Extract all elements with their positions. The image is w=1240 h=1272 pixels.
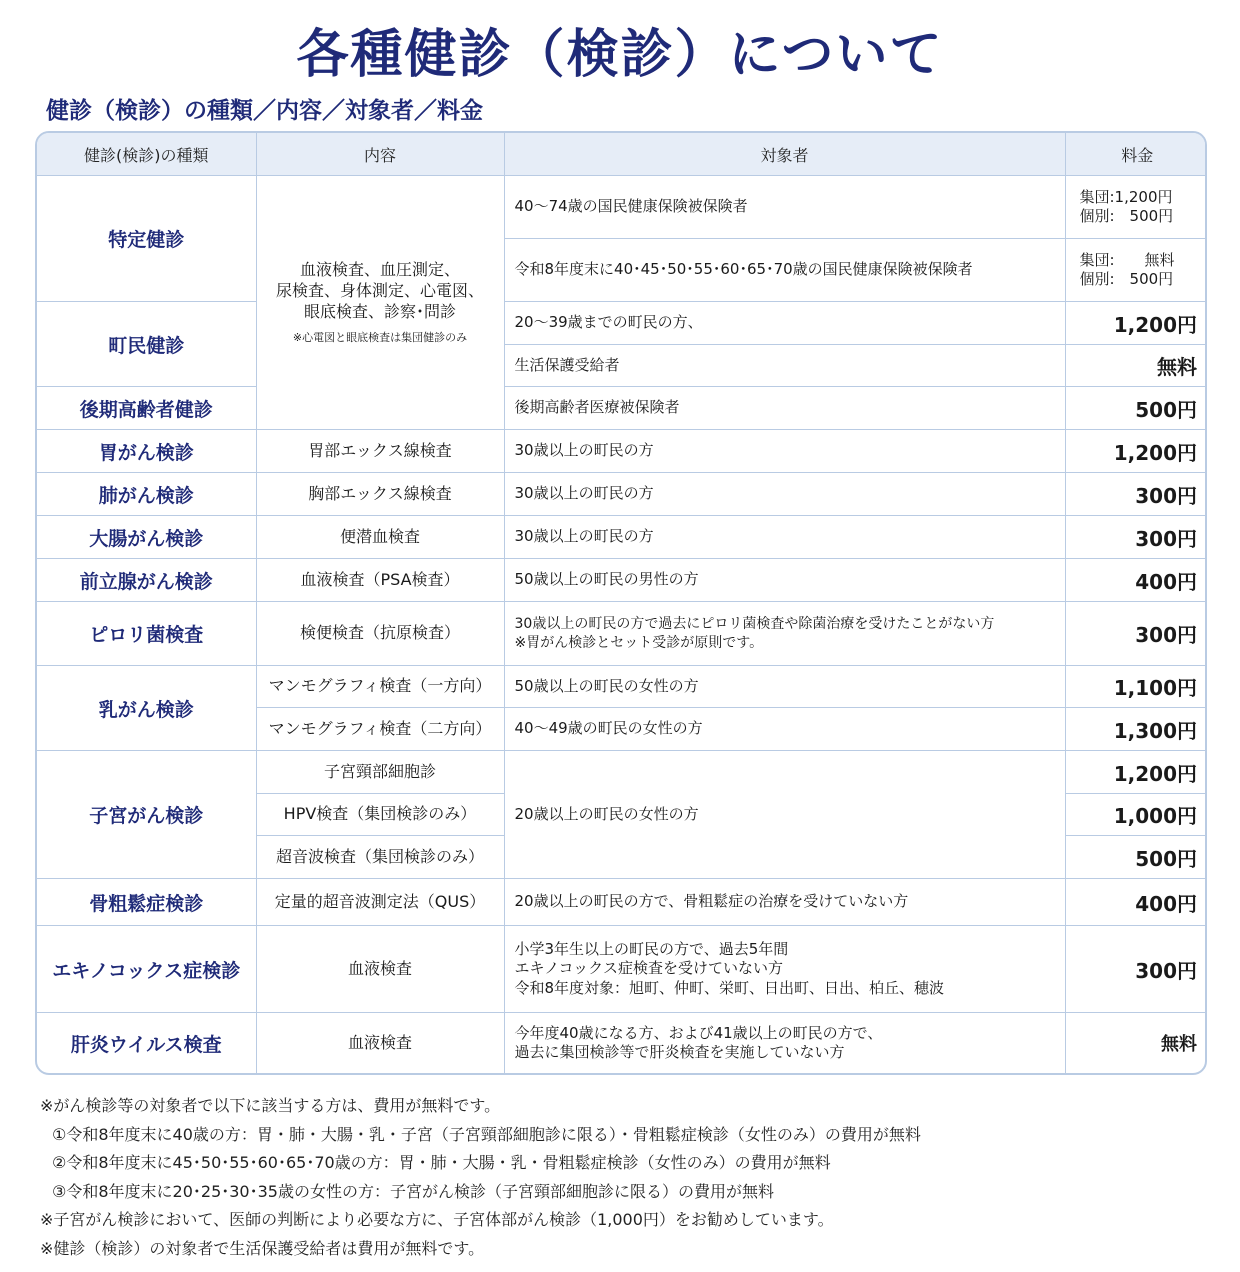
target-cell: 20歳以上の町民の女性の方	[504, 751, 1065, 879]
fee-cell	[1065, 239, 1207, 302]
content-basic-checkup	[256, 176, 504, 430]
fee-individual: 個別: 500円	[1079, 207, 1174, 225]
target-cell: 30歳以上の町民の方	[504, 430, 1065, 473]
target-cell: 20～39歳までの町民の方、	[504, 302, 1065, 345]
table-row	[37, 666, 1207, 708]
content-note: ※心電図と眼底検査は集団健診のみ	[292, 330, 468, 344]
fee-cell: 無料	[1065, 1013, 1207, 1074]
content-cell: 検便検査（抗原検査）	[256, 602, 504, 666]
type-cell: ピロリ菌検査	[37, 602, 256, 666]
table-row	[37, 516, 1207, 559]
checkup-table	[37, 133, 1207, 1073]
target-cell: 後期高齢者医療被保険者	[504, 387, 1065, 430]
target-cell	[504, 602, 1065, 666]
type-chomin: 町民健診	[37, 302, 256, 387]
content-cell: 血液検査（PSA検査）	[256, 559, 504, 602]
header-fee: 料金	[1065, 133, 1207, 176]
header-type: 健診(検診)の種類	[37, 133, 256, 176]
footnotes	[40, 1092, 921, 1264]
target-cell: 30歳以上の町民の方	[504, 516, 1065, 559]
checkup-table-frame	[35, 131, 1207, 1075]
type-uterine: 子宮がん検診	[37, 751, 256, 879]
fee-cell: 300円	[1065, 926, 1207, 1013]
type-cell: 骨粗鬆症検診	[37, 879, 256, 926]
content-line: 眼底検査、診察･問診	[303, 301, 456, 321]
target-cell	[504, 1013, 1065, 1074]
fee-cell: 1,200円	[1065, 751, 1207, 794]
fee-individual: 個別: 500円	[1079, 270, 1174, 288]
footnote: ※がん検診等の対象者で以下に該当する方は、費用が無料です。	[40, 1096, 501, 1115]
target-line: ※胃がん検診とセット受診が原則です。	[514, 634, 764, 651]
type-tokutei: 特定健診	[37, 176, 256, 302]
fee-cell: 300円	[1065, 602, 1207, 666]
content-cell: 便潜血検査	[256, 516, 504, 559]
footnote: ※健診（検診）の対象者で生活保護受給者は費用が無料です。	[40, 1238, 485, 1258]
content-cell: マンモグラフィ検査（一方向）	[256, 666, 504, 708]
content-cell: 胃部エックス線検査	[256, 430, 504, 473]
header-content: 内容	[256, 133, 504, 176]
header-row	[37, 133, 1207, 176]
target-line: 過去に集団検診等で肝炎検査を実施していない方	[514, 1043, 845, 1061]
table-row	[37, 602, 1207, 666]
target-cell: 40～74歳の国民健康保険被保険者	[504, 176, 1065, 239]
target-line: 令和8年度対象：旭町、仲町、栄町、日出町、日出、柏丘、穂波	[514, 978, 945, 997]
footnote: ③令和8年度末に20･25･30･35歳の女性の方：子宮がん検診（子宮頸部細胞診に限る）の費用が無料	[52, 1181, 774, 1201]
target-cell: 令和8年度末に40･45･50･55･60･65･70歳の国民健康保険被保険者	[504, 239, 1065, 302]
target-cell: 生活保護受給者	[504, 345, 1065, 387]
fee-cell: 400円	[1065, 559, 1207, 602]
type-cell: 肺がん検診	[37, 473, 256, 516]
target-line: 今年度40歳になる方、および41歳以上の町民の方で、	[514, 1023, 883, 1042]
content-cell: 超音波検査（集団検診のみ）	[256, 836, 504, 879]
content-line: 尿検査、身体測定、心電図、	[275, 280, 484, 300]
fee-cell: 1,300円	[1065, 708, 1207, 751]
type-koki: 後期高齢者健診	[37, 387, 256, 430]
target-line: 30歳以上の町民の方で過去にピロリ菌検査や除菌治療を受けたことがない方	[514, 616, 995, 633]
table-row	[37, 1013, 1207, 1074]
table-row	[37, 559, 1207, 602]
table-row	[37, 430, 1207, 473]
fee-group: 集団:1,200円	[1079, 187, 1173, 206]
table-row	[37, 751, 1207, 794]
footnote: ※子宮がん検診において、医師の判断により必要な方に、子宮体部がん検診（1,000円）をお勧めしています。	[40, 1210, 834, 1230]
fee-cell: 無料	[1065, 345, 1207, 387]
content-cell: HPV検査（集団検診のみ）	[256, 794, 504, 836]
footnote: ①令和8年度末に40歳の方：胃・肺・大腸・乳・子宮（子宮頸部細胞診に限る）・骨粗鬆症検診（女性のみ）の費用が無料	[52, 1124, 921, 1144]
fee-cell: 1,100円	[1065, 666, 1207, 708]
type-cell: エキノコックス症検診	[37, 926, 256, 1013]
type-cell: 大腸がん検診	[37, 516, 256, 559]
content-cell: 子宮頸部細胞診	[256, 751, 504, 794]
content-line: 血液検査、血圧測定、	[299, 260, 460, 280]
header-target: 対象者	[504, 133, 1065, 176]
content-cell: 定量的超音波測定法（QUS）	[256, 879, 504, 926]
target-cell: 50歳以上の町民の男性の方	[504, 559, 1065, 602]
content-cell: 血液検査	[256, 926, 504, 1013]
target-cell: 40～49歳の町民の女性の方	[504, 708, 1065, 751]
section-subtitle: 健診（検診）の種類／内容／対象者／料金	[46, 98, 483, 124]
fee-cell: 300円	[1065, 473, 1207, 516]
target-cell: 20歳以上の町民の方で、骨粗鬆症の治療を受けていない方	[504, 879, 1065, 926]
fee-cell	[1065, 176, 1207, 239]
target-cell: 30歳以上の町民の方	[504, 473, 1065, 516]
content-cell: 血液検査	[256, 1013, 504, 1074]
type-cell: 肝炎ウイルス検査	[37, 1013, 256, 1074]
table-row	[37, 302, 1207, 345]
table-row	[37, 879, 1207, 926]
table-row	[37, 473, 1207, 516]
content-cell: 胸部エックス線検査	[256, 473, 504, 516]
table-row	[37, 926, 1207, 1013]
footnote: ②令和8年度末に45･50･55･60･65･70歳の方：胃・肺・大腸・乳・骨粗鬆症検診（女性のみ）の費用が無料	[52, 1153, 831, 1173]
fee-group: 集団: 無料	[1079, 250, 1175, 269]
content-cell: マンモグラフィ検査（二方向）	[256, 708, 504, 751]
fee-cell: 1,200円	[1065, 430, 1207, 473]
target-cell: 50歳以上の町民の女性の方	[504, 666, 1065, 708]
fee-cell: 500円	[1065, 836, 1207, 879]
type-breast: 乳がん検診	[37, 666, 256, 751]
fee-cell: 400円	[1065, 879, 1207, 926]
page-title: 各種健診（検診）について	[296, 25, 944, 85]
table-row	[37, 176, 1207, 239]
type-cell: 前立腺がん検診	[37, 559, 256, 602]
target-line: 小学3年生以上の町民の方で、過去5年間	[514, 939, 789, 958]
table-row	[37, 387, 1207, 430]
fee-cell: 500円	[1065, 387, 1207, 430]
fee-cell: 300円	[1065, 516, 1207, 559]
target-cell	[504, 926, 1065, 1013]
fee-cell: 1,000円	[1065, 794, 1207, 836]
target-line: エキノコックス症検査を受けていない方	[514, 959, 784, 978]
type-cell: 胃がん検診	[37, 430, 256, 473]
fee-cell: 1,200円	[1065, 302, 1207, 345]
